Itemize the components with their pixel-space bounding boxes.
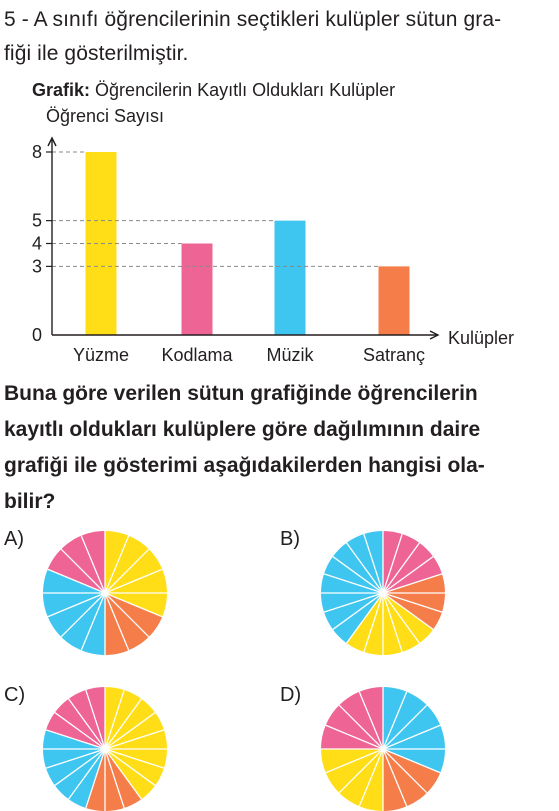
option-c-divider xyxy=(55,713,105,749)
option-d-slice-1 xyxy=(383,749,440,811)
option-d-pie[interactable] xyxy=(321,687,445,811)
option-b-slice-3 xyxy=(321,531,383,643)
option-b-label[interactable]: B) xyxy=(280,528,300,550)
prompt-line-4: bilir? xyxy=(4,490,56,513)
option-b-divider xyxy=(383,574,442,593)
option-b-divider xyxy=(383,534,402,593)
x-tick-label-yüzme: Yüzme xyxy=(72,345,130,365)
option-b-slice-1 xyxy=(383,574,445,630)
option-a-divider xyxy=(61,549,105,593)
option-c-divider xyxy=(69,699,105,749)
option-d-divider xyxy=(383,749,427,793)
option-d-divider xyxy=(383,749,440,773)
option-d-slice-0 xyxy=(383,687,445,773)
option-b-pie[interactable] xyxy=(321,531,445,655)
option-b-divider xyxy=(383,593,433,629)
option-b-divider xyxy=(333,557,383,593)
bar-kodlama xyxy=(182,244,213,336)
option-d-divider xyxy=(359,749,383,806)
y-tick-label-0: 0 xyxy=(31,325,42,345)
option-c-divider xyxy=(105,730,164,749)
x-axis-label: Kulüpler xyxy=(448,328,515,348)
option-b-divider xyxy=(383,543,419,593)
option-c-divider xyxy=(46,730,105,749)
question-text-line-1: 5 - A sınıfı öğrencilerinin seçtikleri kulüpler sütun gra- xyxy=(4,8,502,31)
option-d-divider xyxy=(383,749,407,806)
option-a-divider xyxy=(105,593,162,617)
option-a-divider xyxy=(81,536,105,593)
option-d-divider xyxy=(383,725,440,749)
option-b-slice-2 xyxy=(347,593,434,655)
option-c-slice-0 xyxy=(105,687,167,799)
option-c-divider xyxy=(105,713,155,749)
option-a-slice-0 xyxy=(105,531,167,617)
option-d-divider xyxy=(359,692,383,749)
option-b-divider xyxy=(364,534,383,593)
option-a-divider xyxy=(61,593,105,637)
option-c-slice-1 xyxy=(86,749,142,811)
option-a-divider xyxy=(81,593,105,650)
option-d-divider xyxy=(326,749,383,773)
prompt-line-1: Buna göre verilen sütun grafiğinde öğrencilerin xyxy=(4,382,478,405)
option-b-divider xyxy=(333,593,383,629)
option-d-divider xyxy=(339,749,383,793)
option-b-slice-0 xyxy=(383,531,442,593)
option-b-divider xyxy=(324,593,383,612)
chart-title-text: Öğrencilerin Kayıtlı Oldukları Kulüpler xyxy=(95,80,396,100)
bar-chart xyxy=(0,0,559,380)
option-b-divider xyxy=(383,593,442,612)
option-a-divider xyxy=(48,593,105,617)
option-b-divider xyxy=(383,593,419,643)
option-d-divider xyxy=(383,705,427,749)
option-c-divider xyxy=(105,699,141,749)
y-tick-label-3: 3 xyxy=(31,256,42,277)
option-c-divider xyxy=(105,749,141,799)
option-b-divider xyxy=(347,593,383,643)
prompt-line-3: grafiği ile gösterimi aşağıdakilerden hangisi ola- xyxy=(4,454,485,477)
y-tick-label-5: 5 xyxy=(31,210,42,231)
option-c-divider xyxy=(105,749,155,785)
option-c-divider xyxy=(46,749,105,768)
option-a-slice-3 xyxy=(48,531,105,593)
x-tick-label-satranç: Satranç xyxy=(362,345,426,365)
option-a-divider xyxy=(105,593,149,637)
option-d-divider xyxy=(326,725,383,749)
prompt-line-2: kayıtlı oldukları kulüplere göre dağılımının daire xyxy=(4,418,481,441)
option-c-divider xyxy=(69,749,105,799)
option-b-divider xyxy=(347,543,383,593)
x-tick-label-müzik: Müzik xyxy=(266,345,314,365)
option-a-divider xyxy=(105,549,149,593)
option-d-slice-3 xyxy=(321,687,383,749)
option-c-divider xyxy=(105,690,124,749)
option-a-pie[interactable] xyxy=(43,531,167,655)
option-b-divider xyxy=(364,593,383,652)
option-b-divider xyxy=(324,574,383,593)
option-c-divider xyxy=(86,690,105,749)
y-tick-label-8: 8 xyxy=(31,142,42,162)
option-b-divider xyxy=(383,593,402,652)
option-c-divider xyxy=(55,749,105,785)
y-tick-label-4: 4 xyxy=(31,233,42,254)
question-text-line-2: fiği ile gösterilmiştir. xyxy=(4,42,189,65)
option-c-slice-2 xyxy=(43,730,105,808)
y-axis-label: Öğrenci Sayısı xyxy=(46,106,165,126)
option-a-divider xyxy=(105,536,129,593)
chart-title-prefix: Grafik: xyxy=(32,80,91,100)
x-tick-label-kodlama: Kodlama xyxy=(161,345,233,365)
option-d-slice-2 xyxy=(321,749,383,811)
bar-satranç xyxy=(379,266,410,335)
option-c-divider xyxy=(105,749,164,768)
option-c-divider xyxy=(105,749,124,808)
option-a-divider xyxy=(105,569,162,593)
option-c-pie[interactable] xyxy=(43,687,167,811)
option-a-divider xyxy=(48,569,105,593)
option-a-slice-1 xyxy=(105,593,162,655)
option-c-slice-3 xyxy=(46,687,105,749)
option-d-label[interactable]: D) xyxy=(280,684,302,706)
option-d-divider xyxy=(339,705,383,749)
option-b-divider xyxy=(383,557,433,593)
option-a-divider xyxy=(105,593,129,650)
option-c-divider xyxy=(86,749,105,808)
option-a-slice-2 xyxy=(43,569,105,655)
bar-müzik xyxy=(275,221,306,335)
option-d-divider xyxy=(383,692,407,749)
option-c-label[interactable]: C) xyxy=(4,684,26,706)
option-a-label[interactable]: A) xyxy=(4,528,24,550)
